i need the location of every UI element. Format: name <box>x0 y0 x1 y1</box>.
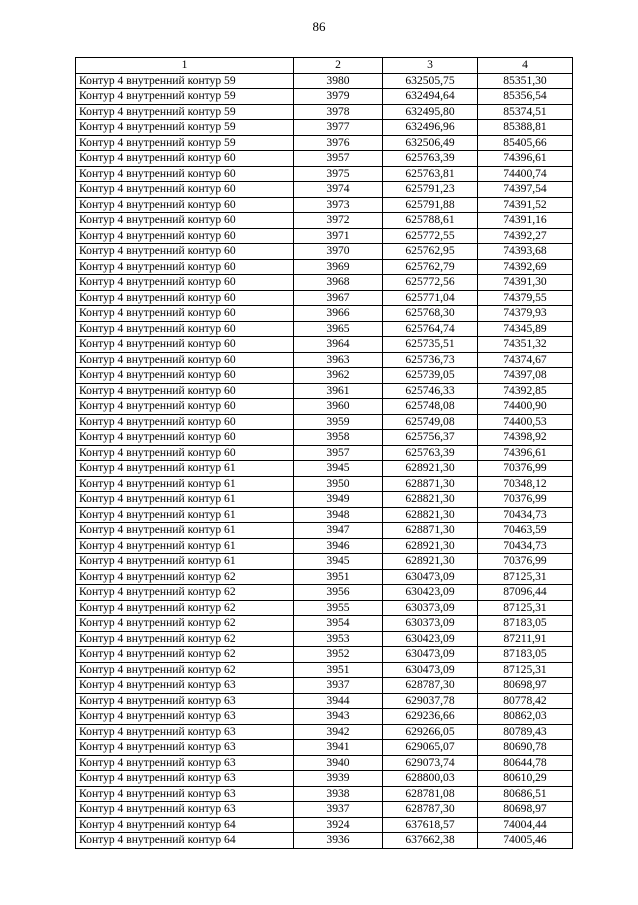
point-number-cell: 3971 <box>294 228 383 244</box>
y-coordinate-cell: 85388,81 <box>478 120 573 136</box>
table-row <box>76 306 573 322</box>
point-number-cell: 3945 <box>294 461 383 477</box>
contour-name-cell: Контур 4 внутренний контур 61 <box>76 554 294 570</box>
x-coordinate-cell: 625746,33 <box>383 383 478 399</box>
table-row <box>76 662 573 678</box>
contour-name-cell: Контур 4 внутренний контур 61 <box>76 461 294 477</box>
contour-name-cell: Контур 4 внутренний контур 60 <box>76 430 294 446</box>
page-number: 86 <box>312 19 326 34</box>
y-coordinate-cell: 70376,99 <box>478 492 573 508</box>
contour-name-cell: Контур 4 внутренний контур 60 <box>76 290 294 306</box>
point-number-cell: 3940 <box>294 755 383 771</box>
contour-name-cell: Контур 4 внутренний контур 61 <box>76 476 294 492</box>
table-row <box>76 275 573 291</box>
point-number-cell: 3936 <box>294 833 383 849</box>
x-coordinate-cell: 625771,04 <box>383 290 478 306</box>
y-coordinate-cell: 80789,43 <box>478 724 573 740</box>
contour-name-cell: Контур 4 внутренний контур 60 <box>76 337 294 353</box>
column-header-2: 2 <box>294 58 383 74</box>
y-coordinate-cell: 74398,92 <box>478 430 573 446</box>
table-row <box>76 647 573 663</box>
contour-name-cell: Контур 4 внутренний контур 62 <box>76 616 294 632</box>
y-coordinate-cell: 74391,52 <box>478 197 573 213</box>
table-row <box>76 786 573 802</box>
contour-name-cell: Контур 4 внутренний контур 60 <box>76 414 294 430</box>
table-row <box>76 461 573 477</box>
contour-name-cell: Контур 4 внутренний контур 61 <box>76 492 294 508</box>
contour-name-cell: Контур 4 внутренний контур 60 <box>76 259 294 275</box>
x-coordinate-cell: 629266,05 <box>383 724 478 740</box>
x-coordinate-cell: 628871,30 <box>383 523 478 539</box>
contour-name-cell: Контур 4 внутренний контур 62 <box>76 662 294 678</box>
x-coordinate-cell: 628871,30 <box>383 476 478 492</box>
y-coordinate-cell: 74379,55 <box>478 290 573 306</box>
x-coordinate-cell: 630473,09 <box>383 647 478 663</box>
y-coordinate-cell: 74400,90 <box>478 399 573 415</box>
contour-name-cell: Контур 4 внутренний контур 60 <box>76 151 294 167</box>
y-coordinate-cell: 74392,69 <box>478 259 573 275</box>
point-number-cell: 3960 <box>294 399 383 415</box>
x-coordinate-cell: 625749,08 <box>383 414 478 430</box>
point-number-cell: 3946 <box>294 538 383 554</box>
x-coordinate-cell: 625763,39 <box>383 445 478 461</box>
table-row <box>76 73 573 89</box>
y-coordinate-cell: 74393,68 <box>478 244 573 260</box>
y-coordinate-cell: 74345,89 <box>478 321 573 337</box>
y-coordinate-cell: 80778,42 <box>478 693 573 709</box>
contour-name-cell: Контур 4 внутренний контур 62 <box>76 569 294 585</box>
y-coordinate-cell: 87183,05 <box>478 647 573 663</box>
contour-name-cell: Контур 4 внутренний контур 63 <box>76 709 294 725</box>
table-row <box>76 120 573 136</box>
y-coordinate-cell: 80690,78 <box>478 740 573 756</box>
table-row <box>76 197 573 213</box>
x-coordinate-cell: 632505,75 <box>383 73 478 89</box>
contour-name-cell: Контур 4 внутренний контур 60 <box>76 306 294 322</box>
table-row <box>76 476 573 492</box>
x-coordinate-cell: 637618,57 <box>383 817 478 833</box>
table-row <box>76 89 573 105</box>
x-coordinate-cell: 629236,66 <box>383 709 478 725</box>
x-coordinate-cell: 630423,09 <box>383 585 478 601</box>
table-row <box>76 213 573 229</box>
y-coordinate-cell: 87125,31 <box>478 600 573 616</box>
y-coordinate-cell: 74379,93 <box>478 306 573 322</box>
point-number-cell: 3970 <box>294 244 383 260</box>
table-row <box>76 709 573 725</box>
contour-name-cell: Контур 4 внутренний контур 64 <box>76 817 294 833</box>
y-coordinate-cell: 74351,32 <box>478 337 573 353</box>
point-number-cell: 3969 <box>294 259 383 275</box>
table-row <box>76 492 573 508</box>
contour-name-cell: Контур 4 внутренний контур 62 <box>76 647 294 663</box>
table-row <box>76 399 573 415</box>
contour-name-cell: Контур 4 внутренний контур 63 <box>76 724 294 740</box>
y-coordinate-cell: 80610,29 <box>478 771 573 787</box>
y-coordinate-cell: 74396,61 <box>478 445 573 461</box>
table-row <box>76 352 573 368</box>
y-coordinate-cell: 80698,97 <box>478 678 573 694</box>
x-coordinate-cell: 628781,08 <box>383 786 478 802</box>
x-coordinate-cell: 625736,73 <box>383 352 478 368</box>
contour-name-cell: Контур 4 внутренний контур 63 <box>76 802 294 818</box>
point-number-cell: 3957 <box>294 151 383 167</box>
y-coordinate-cell: 70463,59 <box>478 523 573 539</box>
y-coordinate-cell: 87211,91 <box>478 631 573 647</box>
contour-name-cell: Контур 4 внутренний контур 64 <box>76 833 294 849</box>
x-coordinate-cell: 625791,23 <box>383 182 478 198</box>
x-coordinate-cell: 625762,95 <box>383 244 478 260</box>
y-coordinate-cell: 80698,97 <box>478 802 573 818</box>
table-row <box>76 445 573 461</box>
x-coordinate-cell: 632495,80 <box>383 104 478 120</box>
x-coordinate-cell: 625772,55 <box>383 228 478 244</box>
point-number-cell: 3943 <box>294 709 383 725</box>
x-coordinate-cell: 637662,38 <box>383 833 478 849</box>
table-row <box>76 538 573 554</box>
table-header-row <box>76 58 573 74</box>
table-row <box>76 259 573 275</box>
point-number-cell: 3977 <box>294 120 383 136</box>
contour-name-cell: Контур 4 внутренний контур 59 <box>76 73 294 89</box>
y-coordinate-cell: 74392,27 <box>478 228 573 244</box>
point-number-cell: 3942 <box>294 724 383 740</box>
point-number-cell: 3956 <box>294 585 383 601</box>
table-row <box>76 616 573 632</box>
table-row <box>76 631 573 647</box>
y-coordinate-cell: 74392,85 <box>478 383 573 399</box>
contour-name-cell: Контур 4 внутренний контур 60 <box>76 399 294 415</box>
point-number-cell: 3949 <box>294 492 383 508</box>
table-row <box>76 693 573 709</box>
contour-name-cell: Контур 4 внутренний контур 60 <box>76 228 294 244</box>
contour-name-cell: Контур 4 внутренний контур 63 <box>76 755 294 771</box>
point-number-cell: 3951 <box>294 662 383 678</box>
table-row <box>76 771 573 787</box>
table-row <box>76 724 573 740</box>
point-number-cell: 3964 <box>294 337 383 353</box>
y-coordinate-cell: 74391,16 <box>478 213 573 229</box>
contour-name-cell: Контур 4 внутренний контур 59 <box>76 89 294 105</box>
x-coordinate-cell: 625772,56 <box>383 275 478 291</box>
y-coordinate-cell: 74004,44 <box>478 817 573 833</box>
point-number-cell: 3976 <box>294 135 383 151</box>
x-coordinate-cell: 628821,30 <box>383 492 478 508</box>
contour-name-cell: Контур 4 внутренний контур 60 <box>76 275 294 291</box>
point-number-cell: 3938 <box>294 786 383 802</box>
table-row <box>76 151 573 167</box>
x-coordinate-cell: 628921,30 <box>383 461 478 477</box>
table-row <box>76 228 573 244</box>
point-number-cell: 3980 <box>294 73 383 89</box>
contour-name-cell: Контур 4 внутренний контур 60 <box>76 352 294 368</box>
x-coordinate-cell: 629037,78 <box>383 693 478 709</box>
table-row <box>76 678 573 694</box>
table-row <box>76 135 573 151</box>
point-number-cell: 3950 <box>294 476 383 492</box>
table-row <box>76 600 573 616</box>
contour-name-cell: Контур 4 внутренний контур 60 <box>76 383 294 399</box>
table-row <box>76 104 573 120</box>
table-row <box>76 383 573 399</box>
x-coordinate-cell: 630373,09 <box>383 600 478 616</box>
point-number-cell: 3961 <box>294 383 383 399</box>
y-coordinate-cell: 70434,73 <box>478 507 573 523</box>
point-number-cell: 3962 <box>294 368 383 384</box>
contour-name-cell: Контур 4 внутренний контур 63 <box>76 693 294 709</box>
y-coordinate-cell: 80862,03 <box>478 709 573 725</box>
point-number-cell: 3958 <box>294 430 383 446</box>
table-row <box>76 414 573 430</box>
x-coordinate-cell: 625739,05 <box>383 368 478 384</box>
x-coordinate-cell: 628821,30 <box>383 507 478 523</box>
table-row <box>76 337 573 353</box>
x-coordinate-cell: 625748,08 <box>383 399 478 415</box>
x-coordinate-cell: 625764,74 <box>383 321 478 337</box>
point-number-cell: 3947 <box>294 523 383 539</box>
table-row <box>76 585 573 601</box>
x-coordinate-cell: 632494,64 <box>383 89 478 105</box>
table-row <box>76 182 573 198</box>
column-header-3: 3 <box>383 58 478 74</box>
contour-name-cell: Контур 4 внутренний контур 61 <box>76 507 294 523</box>
table-row <box>76 817 573 833</box>
x-coordinate-cell: 628921,30 <box>383 538 478 554</box>
x-coordinate-cell: 628800,03 <box>383 771 478 787</box>
y-coordinate-cell: 74400,74 <box>478 166 573 182</box>
point-number-cell: 3944 <box>294 693 383 709</box>
table-row <box>76 244 573 260</box>
table-row <box>76 507 573 523</box>
contour-name-cell: Контур 4 внутренний контур 60 <box>76 321 294 337</box>
table-row <box>76 802 573 818</box>
y-coordinate-cell: 87096,44 <box>478 585 573 601</box>
x-coordinate-cell: 632506,49 <box>383 135 478 151</box>
point-number-cell: 3963 <box>294 352 383 368</box>
y-coordinate-cell: 85356,54 <box>478 89 573 105</box>
point-number-cell: 3973 <box>294 197 383 213</box>
column-header-4: 4 <box>478 58 573 74</box>
y-coordinate-cell: 70434,73 <box>478 538 573 554</box>
y-coordinate-cell: 74374,67 <box>478 352 573 368</box>
x-coordinate-cell: 630473,09 <box>383 662 478 678</box>
x-coordinate-cell: 625791,88 <box>383 197 478 213</box>
contour-name-cell: Контур 4 внутренний контур 63 <box>76 740 294 756</box>
contour-name-cell: Контур 4 внутренний контур 62 <box>76 600 294 616</box>
point-number-cell: 3924 <box>294 817 383 833</box>
contour-name-cell: Контур 4 внутренний контур 63 <box>76 678 294 694</box>
y-coordinate-cell: 74397,54 <box>478 182 573 198</box>
table-row <box>76 833 573 849</box>
point-number-cell: 3955 <box>294 600 383 616</box>
point-number-cell: 3975 <box>294 166 383 182</box>
y-coordinate-cell: 85405,66 <box>478 135 573 151</box>
contour-name-cell: Контур 4 внутренний контур 60 <box>76 368 294 384</box>
contour-name-cell: Контур 4 внутренний контур 60 <box>76 445 294 461</box>
contour-name-cell: Контур 4 внутренний контур 60 <box>76 197 294 213</box>
x-coordinate-cell: 630473,09 <box>383 569 478 585</box>
x-coordinate-cell: 628787,30 <box>383 802 478 818</box>
table-row <box>76 368 573 384</box>
column-header-1: 1 <box>76 58 294 74</box>
y-coordinate-cell: 70376,99 <box>478 461 573 477</box>
point-number-cell: 3959 <box>294 414 383 430</box>
point-number-cell: 3965 <box>294 321 383 337</box>
point-number-cell: 3941 <box>294 740 383 756</box>
contour-name-cell: Контур 4 внутренний контур 62 <box>76 631 294 647</box>
contour-name-cell: Контур 4 внутренний контур 60 <box>76 213 294 229</box>
contour-name-cell: Контур 4 внутренний контур 61 <box>76 538 294 554</box>
point-number-cell: 3972 <box>294 213 383 229</box>
contour-name-cell: Контур 4 внутренний контур 63 <box>76 786 294 802</box>
x-coordinate-cell: 629073,74 <box>383 755 478 771</box>
x-coordinate-cell: 630423,09 <box>383 631 478 647</box>
point-number-cell: 3979 <box>294 89 383 105</box>
y-coordinate-cell: 85374,51 <box>478 104 573 120</box>
y-coordinate-cell: 87183,05 <box>478 616 573 632</box>
contour-name-cell: Контур 4 внутренний контур 63 <box>76 771 294 787</box>
x-coordinate-cell: 629065,07 <box>383 740 478 756</box>
x-coordinate-cell: 625762,79 <box>383 259 478 275</box>
table-row <box>76 740 573 756</box>
point-number-cell: 3967 <box>294 290 383 306</box>
x-coordinate-cell: 625756,37 <box>383 430 478 446</box>
contour-name-cell: Контур 4 внутренний контур 59 <box>76 104 294 120</box>
y-coordinate-cell: 74400,53 <box>478 414 573 430</box>
x-coordinate-cell: 625768,30 <box>383 306 478 322</box>
point-number-cell: 3951 <box>294 569 383 585</box>
point-number-cell: 3953 <box>294 631 383 647</box>
contour-name-cell: Контур 4 внутренний контур 62 <box>76 585 294 601</box>
x-coordinate-cell: 630373,09 <box>383 616 478 632</box>
table-row <box>76 321 573 337</box>
x-coordinate-cell: 625735,51 <box>383 337 478 353</box>
point-number-cell: 3968 <box>294 275 383 291</box>
point-number-cell: 3952 <box>294 647 383 663</box>
point-number-cell: 3937 <box>294 678 383 694</box>
table-row <box>76 166 573 182</box>
contour-name-cell: Контур 4 внутренний контур 60 <box>76 244 294 260</box>
coordinates-table <box>75 57 573 849</box>
table-body <box>76 73 573 848</box>
contour-name-cell: Контур 4 внутренний контур 59 <box>76 120 294 136</box>
point-number-cell: 3957 <box>294 445 383 461</box>
table-row <box>76 523 573 539</box>
table-row <box>76 569 573 585</box>
table-row <box>76 554 573 570</box>
table-row <box>76 755 573 771</box>
contour-name-cell: Контур 4 внутренний контур 60 <box>76 166 294 182</box>
table-row <box>76 430 573 446</box>
contour-name-cell: Контур 4 внутренний контур 61 <box>76 523 294 539</box>
table-row <box>76 290 573 306</box>
x-coordinate-cell: 625763,81 <box>383 166 478 182</box>
y-coordinate-cell: 74396,61 <box>478 151 573 167</box>
y-coordinate-cell: 70376,99 <box>478 554 573 570</box>
x-coordinate-cell: 632496,96 <box>383 120 478 136</box>
y-coordinate-cell: 87125,31 <box>478 662 573 678</box>
point-number-cell: 3939 <box>294 771 383 787</box>
y-coordinate-cell: 85351,30 <box>478 73 573 89</box>
y-coordinate-cell: 74397,08 <box>478 368 573 384</box>
contour-name-cell: Контур 4 внутренний контур 60 <box>76 182 294 198</box>
point-number-cell: 3937 <box>294 802 383 818</box>
point-number-cell: 3945 <box>294 554 383 570</box>
y-coordinate-cell: 80686,51 <box>478 786 573 802</box>
point-number-cell: 3954 <box>294 616 383 632</box>
y-coordinate-cell: 80644,78 <box>478 755 573 771</box>
x-coordinate-cell: 625788,61 <box>383 213 478 229</box>
x-coordinate-cell: 628787,30 <box>383 678 478 694</box>
y-coordinate-cell: 74005,46 <box>478 833 573 849</box>
contour-name-cell: Контур 4 внутренний контур 59 <box>76 135 294 151</box>
y-coordinate-cell: 70348,12 <box>478 476 573 492</box>
y-coordinate-cell: 74391,30 <box>478 275 573 291</box>
point-number-cell: 3966 <box>294 306 383 322</box>
y-coordinate-cell: 87125,31 <box>478 569 573 585</box>
point-number-cell: 3974 <box>294 182 383 198</box>
point-number-cell: 3948 <box>294 507 383 523</box>
x-coordinate-cell: 628921,30 <box>383 554 478 570</box>
x-coordinate-cell: 625763,39 <box>383 151 478 167</box>
point-number-cell: 3978 <box>294 104 383 120</box>
